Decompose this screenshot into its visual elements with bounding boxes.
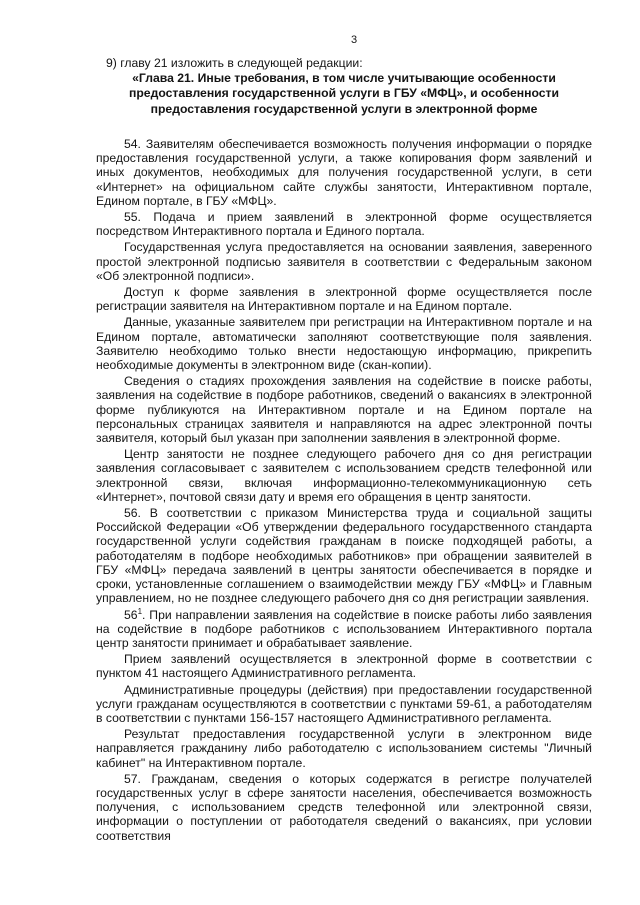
paragraph: Административные процедуры (действия) при предоставлении государственной услуги гражданам осуществляются в соответствии с пунктами 59-61, а работодателям в соответствии с пунктами 156-157 настоящего Административного регламента. [96, 682, 592, 725]
paragraph: Результат предоставления государственной услуги в электронном виде направляется гражданину либо работодателю с использованием системы "Личный кабинет" на Интерактивном портале. [96, 727, 592, 770]
paragraph: Сведения о стадиях прохождения заявления на содействие в поиске работы, заявления на содействие в подборе работников, сведений о вакансиях в электронной форме публикуются на Интерактивном портале и на Едином портале на персональных страницах заявителя и направляются на адрес электронной почты заявителя, который был указан при заполнении заявления в электронной форме. [96, 374, 592, 446]
paragraph: Прием заявлений осуществляется в электронной форме в соответствии с пунктом 41 настоящего Административного регламента. [96, 652, 592, 681]
paragraph-text: . При направлении заявления на содействие в поиске работы либо заявления на содействие в подборе работников с использованием Интерактивного портала центр занятости принимает и обрабатывает заявление. [96, 607, 592, 650]
paragraph: Государственная услуга предоставляется на основании заявления, заверенного простой электронной подписью заявителя в соответствии с Федеральным законом «Об электронной подписи». [96, 240, 592, 283]
paragraph: Данные, указанные заявителем при регистрации на Интерактивном портале и на Едином портале, автоматически заполняют соответствующие поля заявления. Заявителю необходимо только внести недостающую информацию, прикрепить необходимые документы в электронном виде (скан-копии). [96, 315, 592, 373]
paragraph-56-1 [96, 608, 592, 651]
chapter-title: «Глава 21. Иные требования, в том числе учитывающие особенности предоставления государственной услуги в ГБУ «МФЦ», и особенности предоставления государственной услуги в электронной форме [129, 70, 559, 116]
paragraph-57: 57. Гражданам, сведения о которых содержатся в регистре получателей государственных услуг в сфере занятости населения, обеспечивается возможность получения, с использованием средств телефонной или электронной связи, информации о поступлении от работодателя сведений о вакансиях, при условии соответствия [96, 771, 592, 843]
paragraph: Центр занятости не позднее следующего рабочего дня со дня регистрации заявления согласовывает с заявителем с использованием средств телефонной или электронной связи, включая информационно-телекоммуникационную сеть «Интернет», почтовой связи дату и время его обращения в центр занятости. [96, 447, 592, 504]
paragraph-54: 54. Заявителям обеспечивается возможность получения информации о порядке предоставления государственной услуги, а также копирования форм заявлений и иных документов, необходимых для получения государственной услуги, в сети «Интернет» на официальном сайте службы занятости, Интерактивном портале, Едином портале, в ГБУ «МФЦ». [96, 137, 592, 208]
paragraph-number: 56 [124, 607, 138, 622]
amendment-intro: 9) главу 21 изложить в следующей редакции: [106, 56, 363, 70]
paragraph: Доступ к форме заявления в электронной форме осуществляется после регистрации заявителя на Интерактивном портале и на Едином портале. [96, 285, 592, 314]
page-number: 3 [350, 34, 358, 46]
paragraph-superscript: 1 [137, 606, 143, 616]
body-text [96, 137, 592, 843]
paragraph-55: 55. Подача и прием заявлений в электронной форме осуществляется посредством Интерактивного портала и Единого портала. [96, 210, 592, 239]
paragraph-56: 56. В соответствии с приказом Министерства труда и социальной защиты Российской Федерации «Об утверждении федерального государственного стандарта государственной услуги содействия гражданам в поиске подходящей работы, а работодателям в подборе необходимых работников» при обращении заявителей в ГБУ «МФЦ» передача заявлений в центры занятости обеспечивается в порядке и сроки, установленные соглашением о взаимодействии между ГБУ «МФЦ» и Главным управлением, но не позднее следующего рабочего дня со дня регистрации заявления. [96, 506, 592, 606]
